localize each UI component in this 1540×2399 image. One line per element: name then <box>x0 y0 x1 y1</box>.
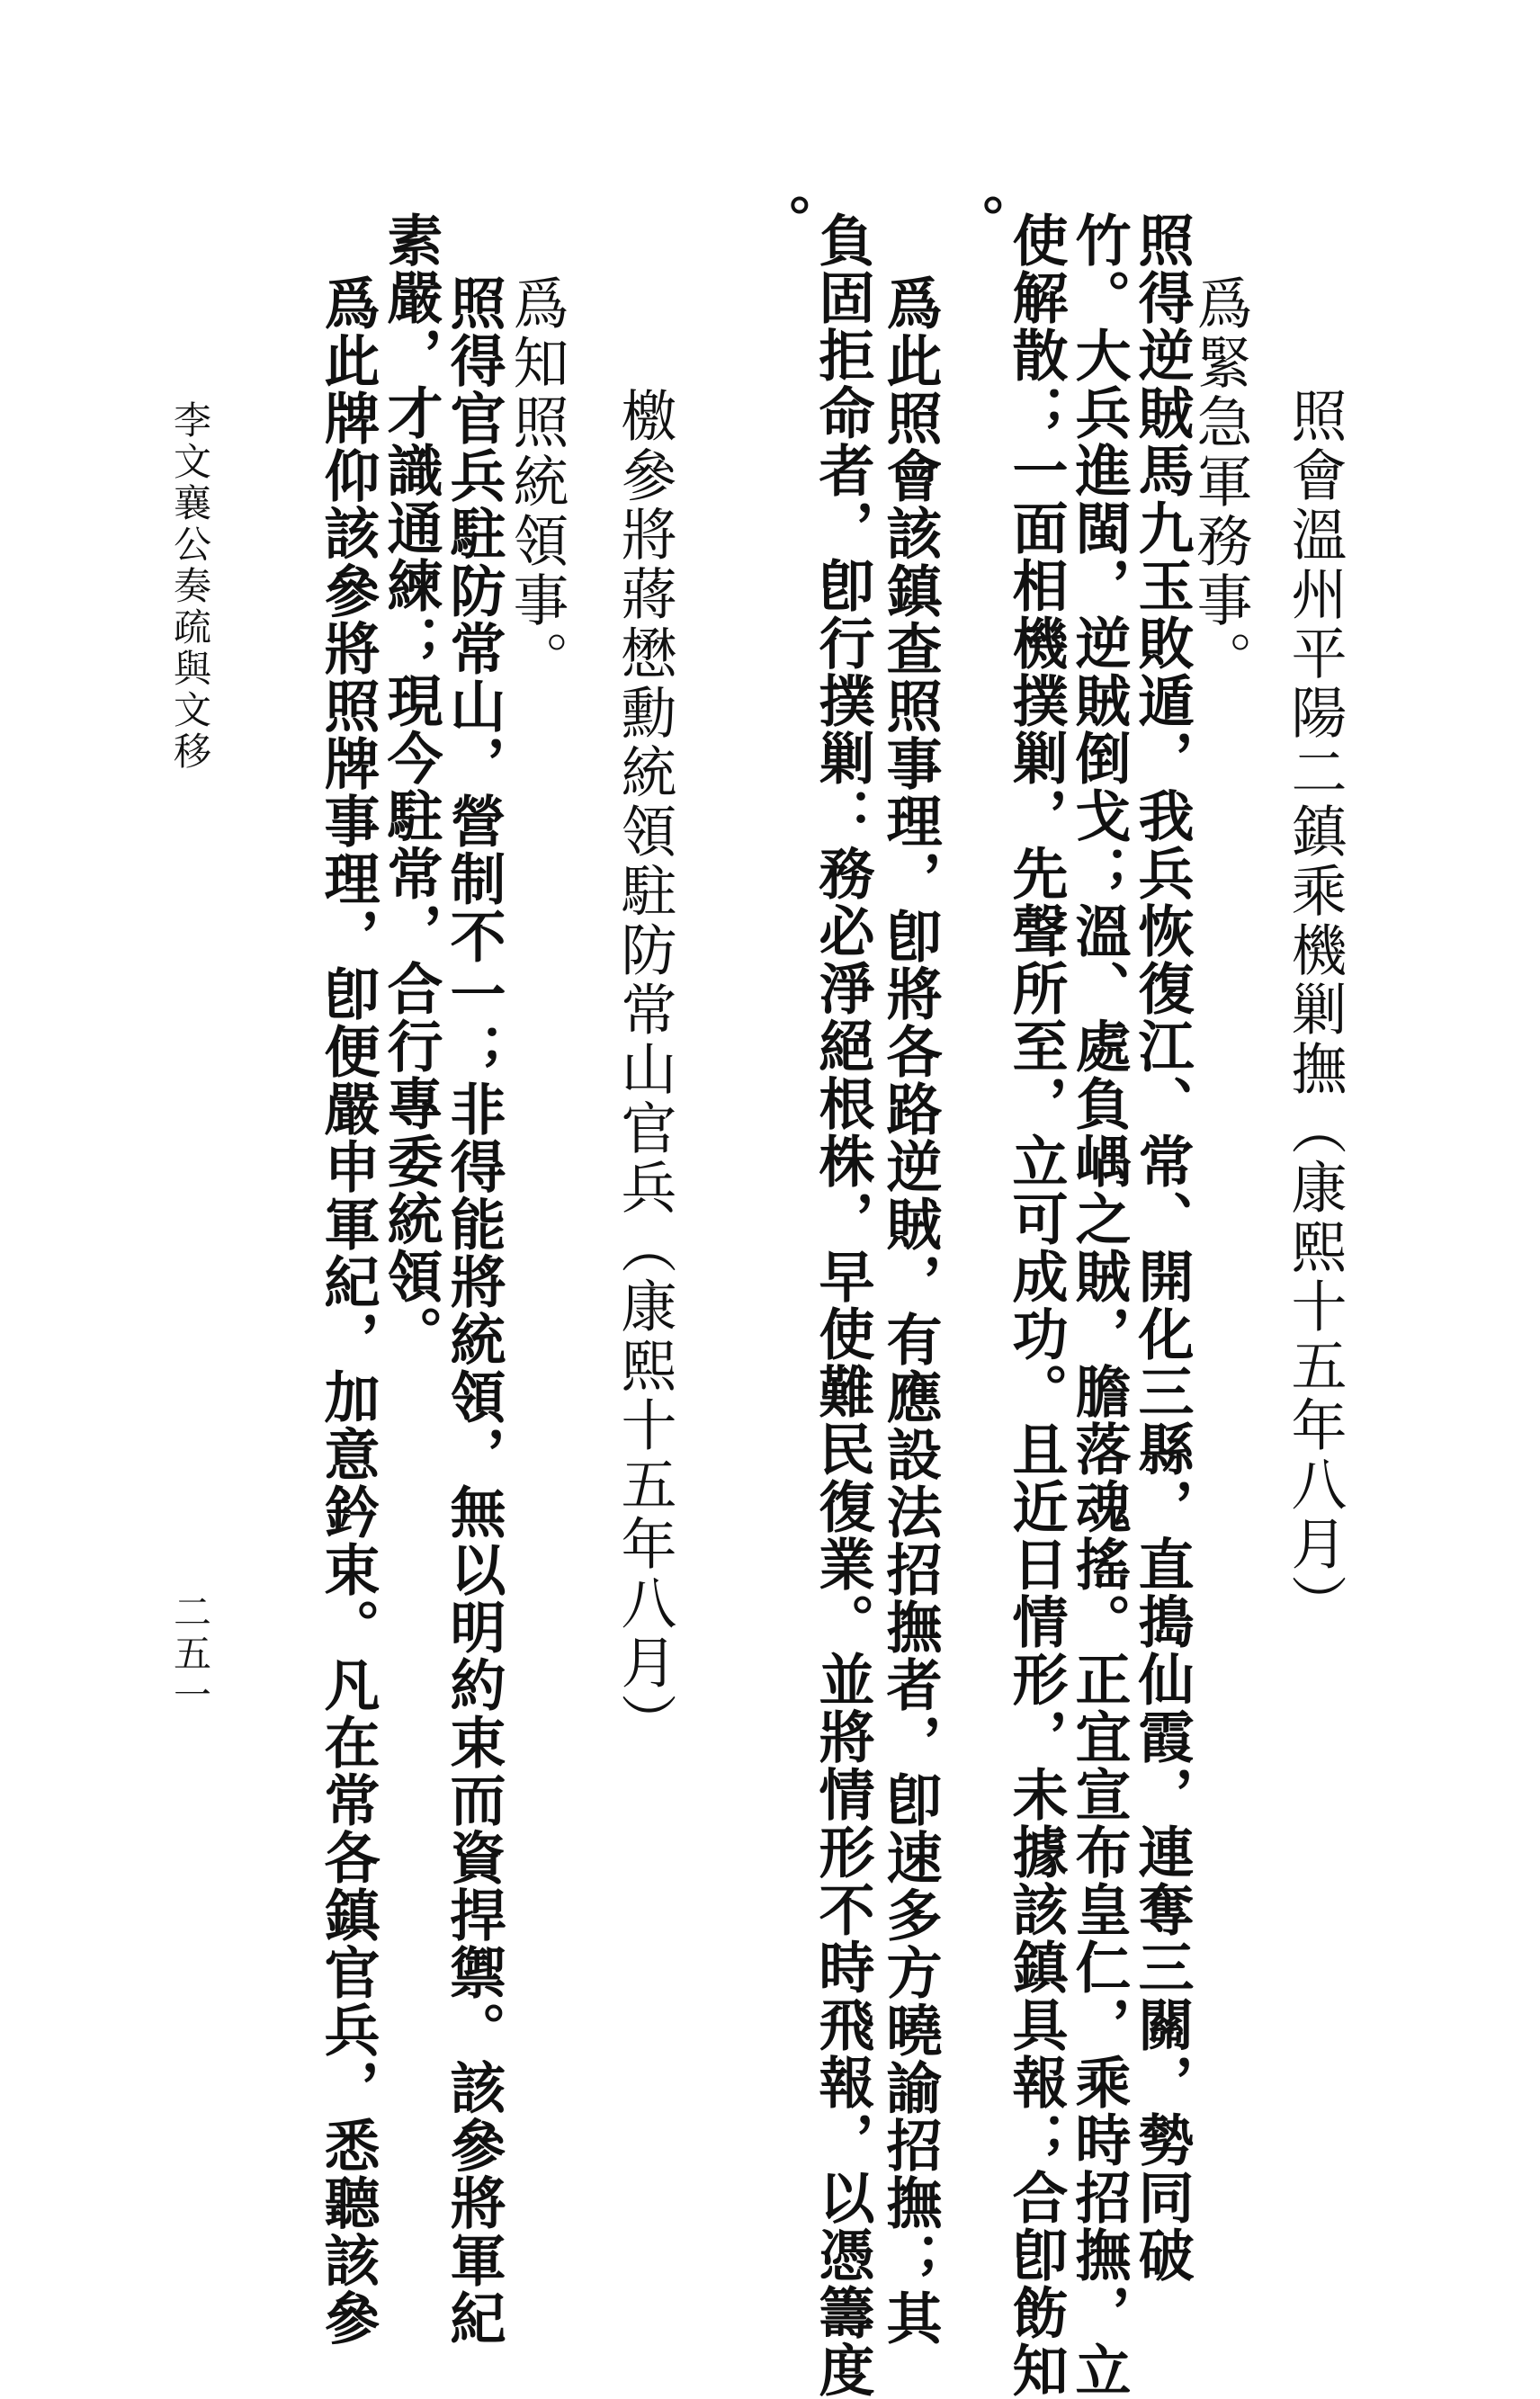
doc1-para2-line-1: 爲此照會該鎮查照事理，卽將各路逆賊，有應設法招撫者，卽速多方曉諭招撫；其 <box>877 274 943 2347</box>
doc1-para2-line-3: 。 <box>747 193 812 251</box>
doc2-para2-line-1: 爲此牌仰該參將照牌事理，卽便嚴申軍紀，加意鈐束。凡在常各鎮官兵，悉聽該參 <box>315 274 381 2347</box>
book-title: 李文襄公奏疏與文移 <box>168 400 212 773</box>
doc1-body-line-4: 。 <box>940 193 1006 251</box>
doc1-para2-line-2: 負固拒命者，卽行撲剿：務必淨絕根株，早使難民復業。並將情形不時飛報，以憑籌度 <box>810 211 875 2399</box>
doc2-subject: 爲知照統領事。 <box>504 274 569 690</box>
doc2-body-line-2: 素嚴，才識通練；現今駐常，合行專委統領。 <box>378 211 443 1363</box>
doc1-body-line-2: 竹。大兵進閩，逆賊倒戈；溫、處負嵎之賊，膽落魂搖。正宜宣布皇仁，乘時招撫，立 <box>1066 211 1132 2399</box>
doc1-body-line-1: 照得逆賊馬九玉敗遁，我兵恢復江、常、開化三縣，直搗仙霞，連奪三關，勢同破 <box>1129 211 1195 2284</box>
doc1-body-line-3: 使解散；一面相機撲剿，先聲所至，立可成功。且近日情形，未據該鎮具報；合卽飭知 <box>1003 211 1069 2399</box>
doc2-title: 檄參將蔣懋勳統領駐防常山官兵（康熙十五年八月） <box>612 387 677 1752</box>
doc1-title: 照會溫州平陽二鎮乘機剿撫（康熙十五年八月） <box>1282 387 1348 1634</box>
doc1-subject: 爲緊急軍務事。 <box>1187 274 1253 690</box>
page-number: 二五一 <box>168 1592 212 1716</box>
doc2-body-line-1: 照得官兵駐防常山，營制不一；非得能將統領，無以明約束而資捍禦。該參將軍紀 <box>441 274 506 2347</box>
